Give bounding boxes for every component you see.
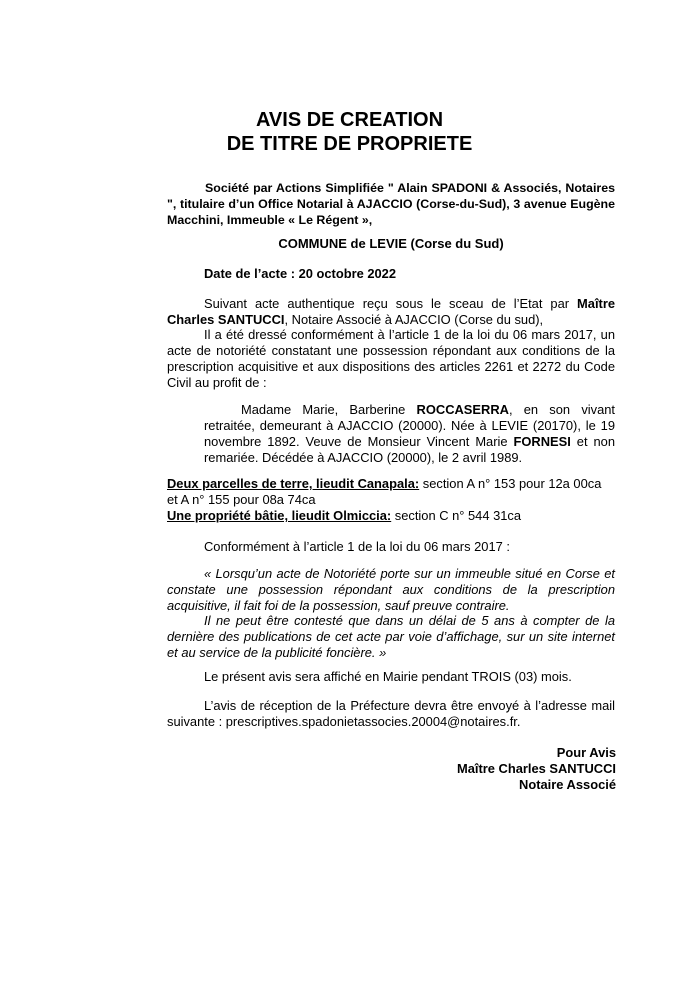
parcel-building-label: Une propriété bâtie, lieudit Olmiccia:: [167, 508, 392, 523]
person-text-c: et non remariée. Décédée à AJACCIO (20000), le 2 avril 1989.: [204, 434, 615, 465]
law-quote-2: [167, 613, 615, 661]
quote1-text: « Lorsqu’un acte de Notoriété porte sur un immeuble situé en Corse et constate une possession répondant aux conditions de la prescription acquisitive, il fait foi de la possession, sauf preuve contraire.: [167, 566, 615, 613]
p2-text: Il a été dressé conformément à l’article 1 de la loi du 06 mars 2017, un acte de notoriété constatant une possession répondant aux conditions de la prescription acquisitive et aux dispositions des articles 2261 et 2272 du Code Civil au profit de :: [167, 327, 615, 390]
paragraph-notoriety: [167, 327, 615, 391]
title-line-2: DE TITRE DE PROPRIETE: [226, 133, 473, 155]
quote2-text: Il ne peut être contesté que dans un délai de 5 ans à compter de la dernière des publications de cet acte par voie d’affichage, sur un site internet et au service de la publicité foncière. »: [167, 613, 615, 660]
parcel-building-text: section C n° 544 31ca: [391, 508, 522, 523]
reception-text: L’avis de réception de la Préfecture devra être envoyé à l’adresse mail suivante : prescriptives.spadonietassocies.20004@notaires.fr.: [167, 698, 615, 729]
notary-name: Maître Charles SANTUCCI: [167, 296, 615, 327]
parcel-land: [167, 476, 615, 508]
society-text: Société par Actions Simplifiée " Alain SPADONI & Associés, Notaires ", titulaire d’un Office Notarial à AJACCIO (Corse-du-Sud), 3 avenue Eugène Macchini, Immeuble « Le Régent »,: [167, 181, 615, 227]
title-line-1: AVIS DE CREATION: [255, 109, 444, 131]
law-quote-1: [167, 566, 615, 614]
conformity-line: Conformément à l’article 1 de la loi du 06 mars 2017 :: [204, 539, 510, 554]
person-text-a: Madame Marie, Barberine: [241, 402, 417, 417]
act-date: Date de l’acte : 20 octobre 2022: [204, 266, 397, 281]
paragraph-authentic-act: [167, 296, 615, 328]
display-notice: Le présent avis sera affiché en Mairie pendant TROIS (03) mois.: [204, 669, 572, 684]
parcel-land-label: Deux parcelles de terre, lieudit Canapala:: [167, 476, 420, 491]
person-text-b: , en son vivant retraitée, demeurant à AJACCIO (20000). Née à LEVIE (20170), le 19 novembre 1892. Veuve de Monsieur Vincent Marie: [204, 402, 615, 449]
signature-block: [300, 745, 616, 793]
signature-line-3: Notaire Associé: [519, 777, 616, 792]
reception-notice: [167, 698, 615, 730]
parcels-block: [167, 476, 615, 524]
p1-text-a: Suivant acte authentique reçu sous le sceau de l’Etat par: [204, 296, 578, 311]
notary-office-header: [167, 180, 615, 228]
signature-line-1: Pour Avis: [556, 745, 616, 760]
commune-heading: COMMUNE de LEVIE (Corse du Sud): [278, 236, 504, 251]
spouse-surname: FORNESI: [513, 434, 571, 449]
parcel-land-text: section A n° 153 pour 12a 00ca et A n° 155 pour 08a 74ca: [167, 476, 602, 507]
beneficiary-block: [204, 402, 615, 466]
signature-line-2: Maître Charles SANTUCCI: [456, 761, 616, 776]
person-surname: ROCCASERRA: [416, 402, 509, 417]
p1-text-b: , Notaire Associé à AJACCIO (Corse du sud),: [284, 312, 544, 327]
page-title: [42, 108, 657, 156]
parcel-building: [167, 508, 615, 524]
